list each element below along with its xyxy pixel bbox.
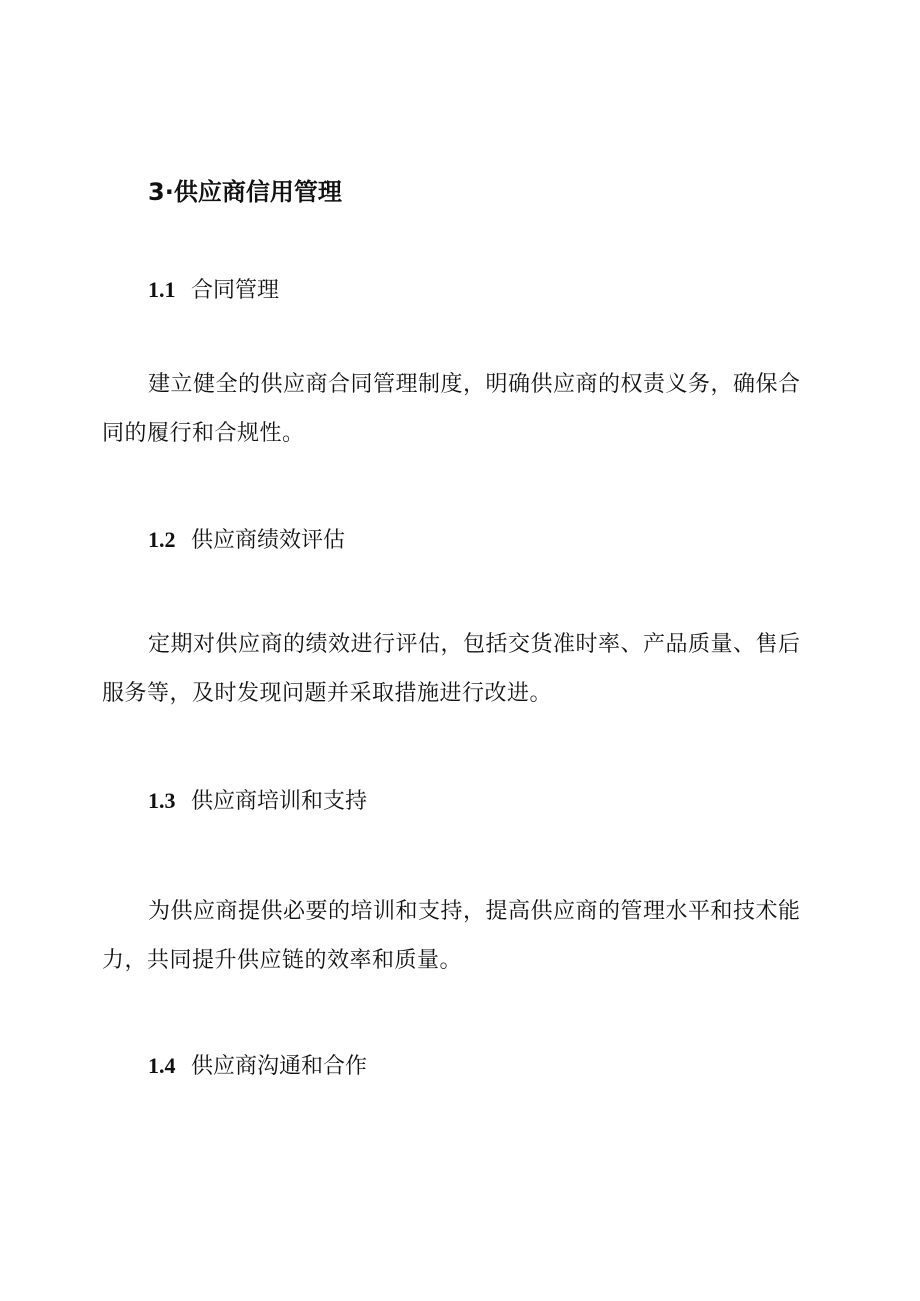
subsection-number: 1.3 [148, 788, 176, 813]
subsection-label: 供应商沟通和合作 [191, 1054, 368, 1079]
subsection-label: 供应商培训和支持 [191, 789, 368, 814]
subsection-heading-1-3 [148, 785, 367, 818]
subsection-label: 供应商绩效评估 [191, 528, 346, 553]
subsection-heading-1-1 [148, 274, 279, 307]
paragraph-contract-management: 建立健全的供应商合同管理制度，明确供应商的权责义务，确保合同的履行和合规性。 [102, 372, 801, 446]
subsection-label: 合同管理 [191, 278, 280, 303]
paragraph-training-support: 为供应商提供必要的培训和支持，提高供应商的管理水平和技术能力，共同提升供应链的效率和质量。 [102, 899, 801, 973]
section-title: 3·供应商信用管理 [148, 178, 342, 206]
subsection-number: 1.1 [148, 277, 176, 302]
subsection-number: 1.2 [148, 527, 176, 552]
paragraph-performance-evaluation: 定期对供应商的绩效进行评估，包括交货准时率、产品质量、售后服务等，及时发现问题并采取措施进行改进。 [102, 632, 801, 706]
subsection-number: 1.4 [148, 1053, 176, 1078]
subsection-heading-1-4 [148, 1050, 367, 1083]
subsection-heading-1-2 [148, 524, 345, 557]
